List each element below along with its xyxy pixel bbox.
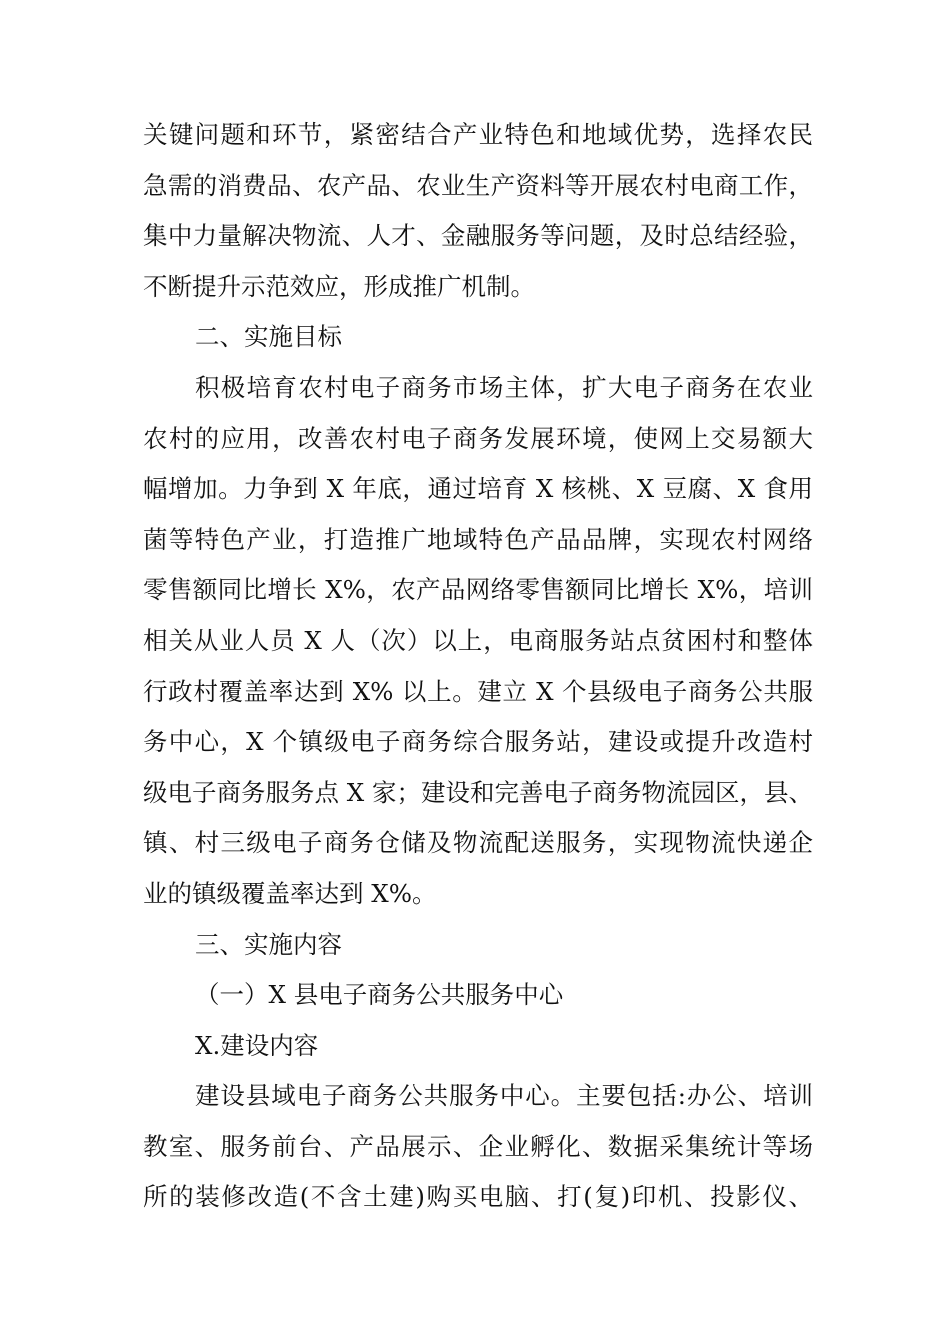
text-line: 所的装修改造(不含土建)购买电脑、打(复)印机、投影仪、: [143, 1182, 813, 1212]
paragraph-continuation: [143, 110, 813, 312]
text-line: 建设县域电子商务公共服务中心。主要包括:办公、培训: [195, 1081, 813, 1111]
text-line: 行政村覆盖率达到 X% 以上。建立 X 个县级电子商务公共服: [143, 676, 813, 706]
text-line: 积极培育农村电子商务市场主体，扩大电子商务在农业: [195, 372, 813, 402]
text-line: 业的镇级覆盖率达到 X%。: [143, 878, 437, 908]
text-line: 急需的消费品、农产品、农业生产资料等开展农村电商工作，: [143, 170, 813, 200]
text-line: 级电子商务服务点 X 家；建设和完善电子商务物流园区，县、: [143, 777, 814, 807]
section-heading-goals: [143, 312, 813, 363]
text-line: 镇、村三级电子商务仓储及物流配送服务，实现物流快递企: [143, 828, 813, 858]
text-line: 菌等特色产业，打造推广地域特色产品品牌，实现农村网络: [143, 524, 813, 554]
text-line: 零售额同比增长 X%，农产品网络零售额同比增长 X%，培训: [143, 575, 813, 605]
subsection-heading-construction: [143, 1021, 813, 1072]
paragraph-construction: [143, 1071, 813, 1223]
text-line: 关键问题和环节，紧密结合产业特色和地域优势，选择农民: [143, 120, 813, 149]
paragraph-goals: [143, 363, 813, 920]
text-line: 农村的应用，改善农村电子商务发展环境，使网上交易额大: [143, 423, 813, 453]
text-line: 集中力量解决物流、人才、金融服务等问题，及时总结经验，: [143, 221, 813, 251]
subsection-heading-service-center: [143, 970, 813, 1021]
text-line: 不断提升示范效应，形成推广机制。: [143, 271, 535, 301]
text-line: 幅增加。力争到 X 年底，通过培育 X 核桃、X 豆腐、X 食用: [143, 474, 813, 504]
text-line: 务中心，X 个镇级电子商务综合服务站，建设或提升改造村: [143, 727, 813, 757]
heading-text: X.建设内容: [195, 1030, 319, 1060]
text-line: 教室、服务前台、产品展示、企业孵化、数据采集统计等场: [143, 1131, 813, 1161]
heading-text: （一）X 县电子商务公共服务中心: [195, 980, 564, 1010]
document-body: [143, 110, 813, 1223]
heading-text: 三、实施内容: [195, 929, 342, 959]
heading-text: 二、实施目标: [195, 322, 342, 352]
text-line: 相关从业人员 X 人（次）以上，电商服务站点贫困村和整体: [143, 625, 813, 655]
section-heading-content: [143, 920, 813, 971]
